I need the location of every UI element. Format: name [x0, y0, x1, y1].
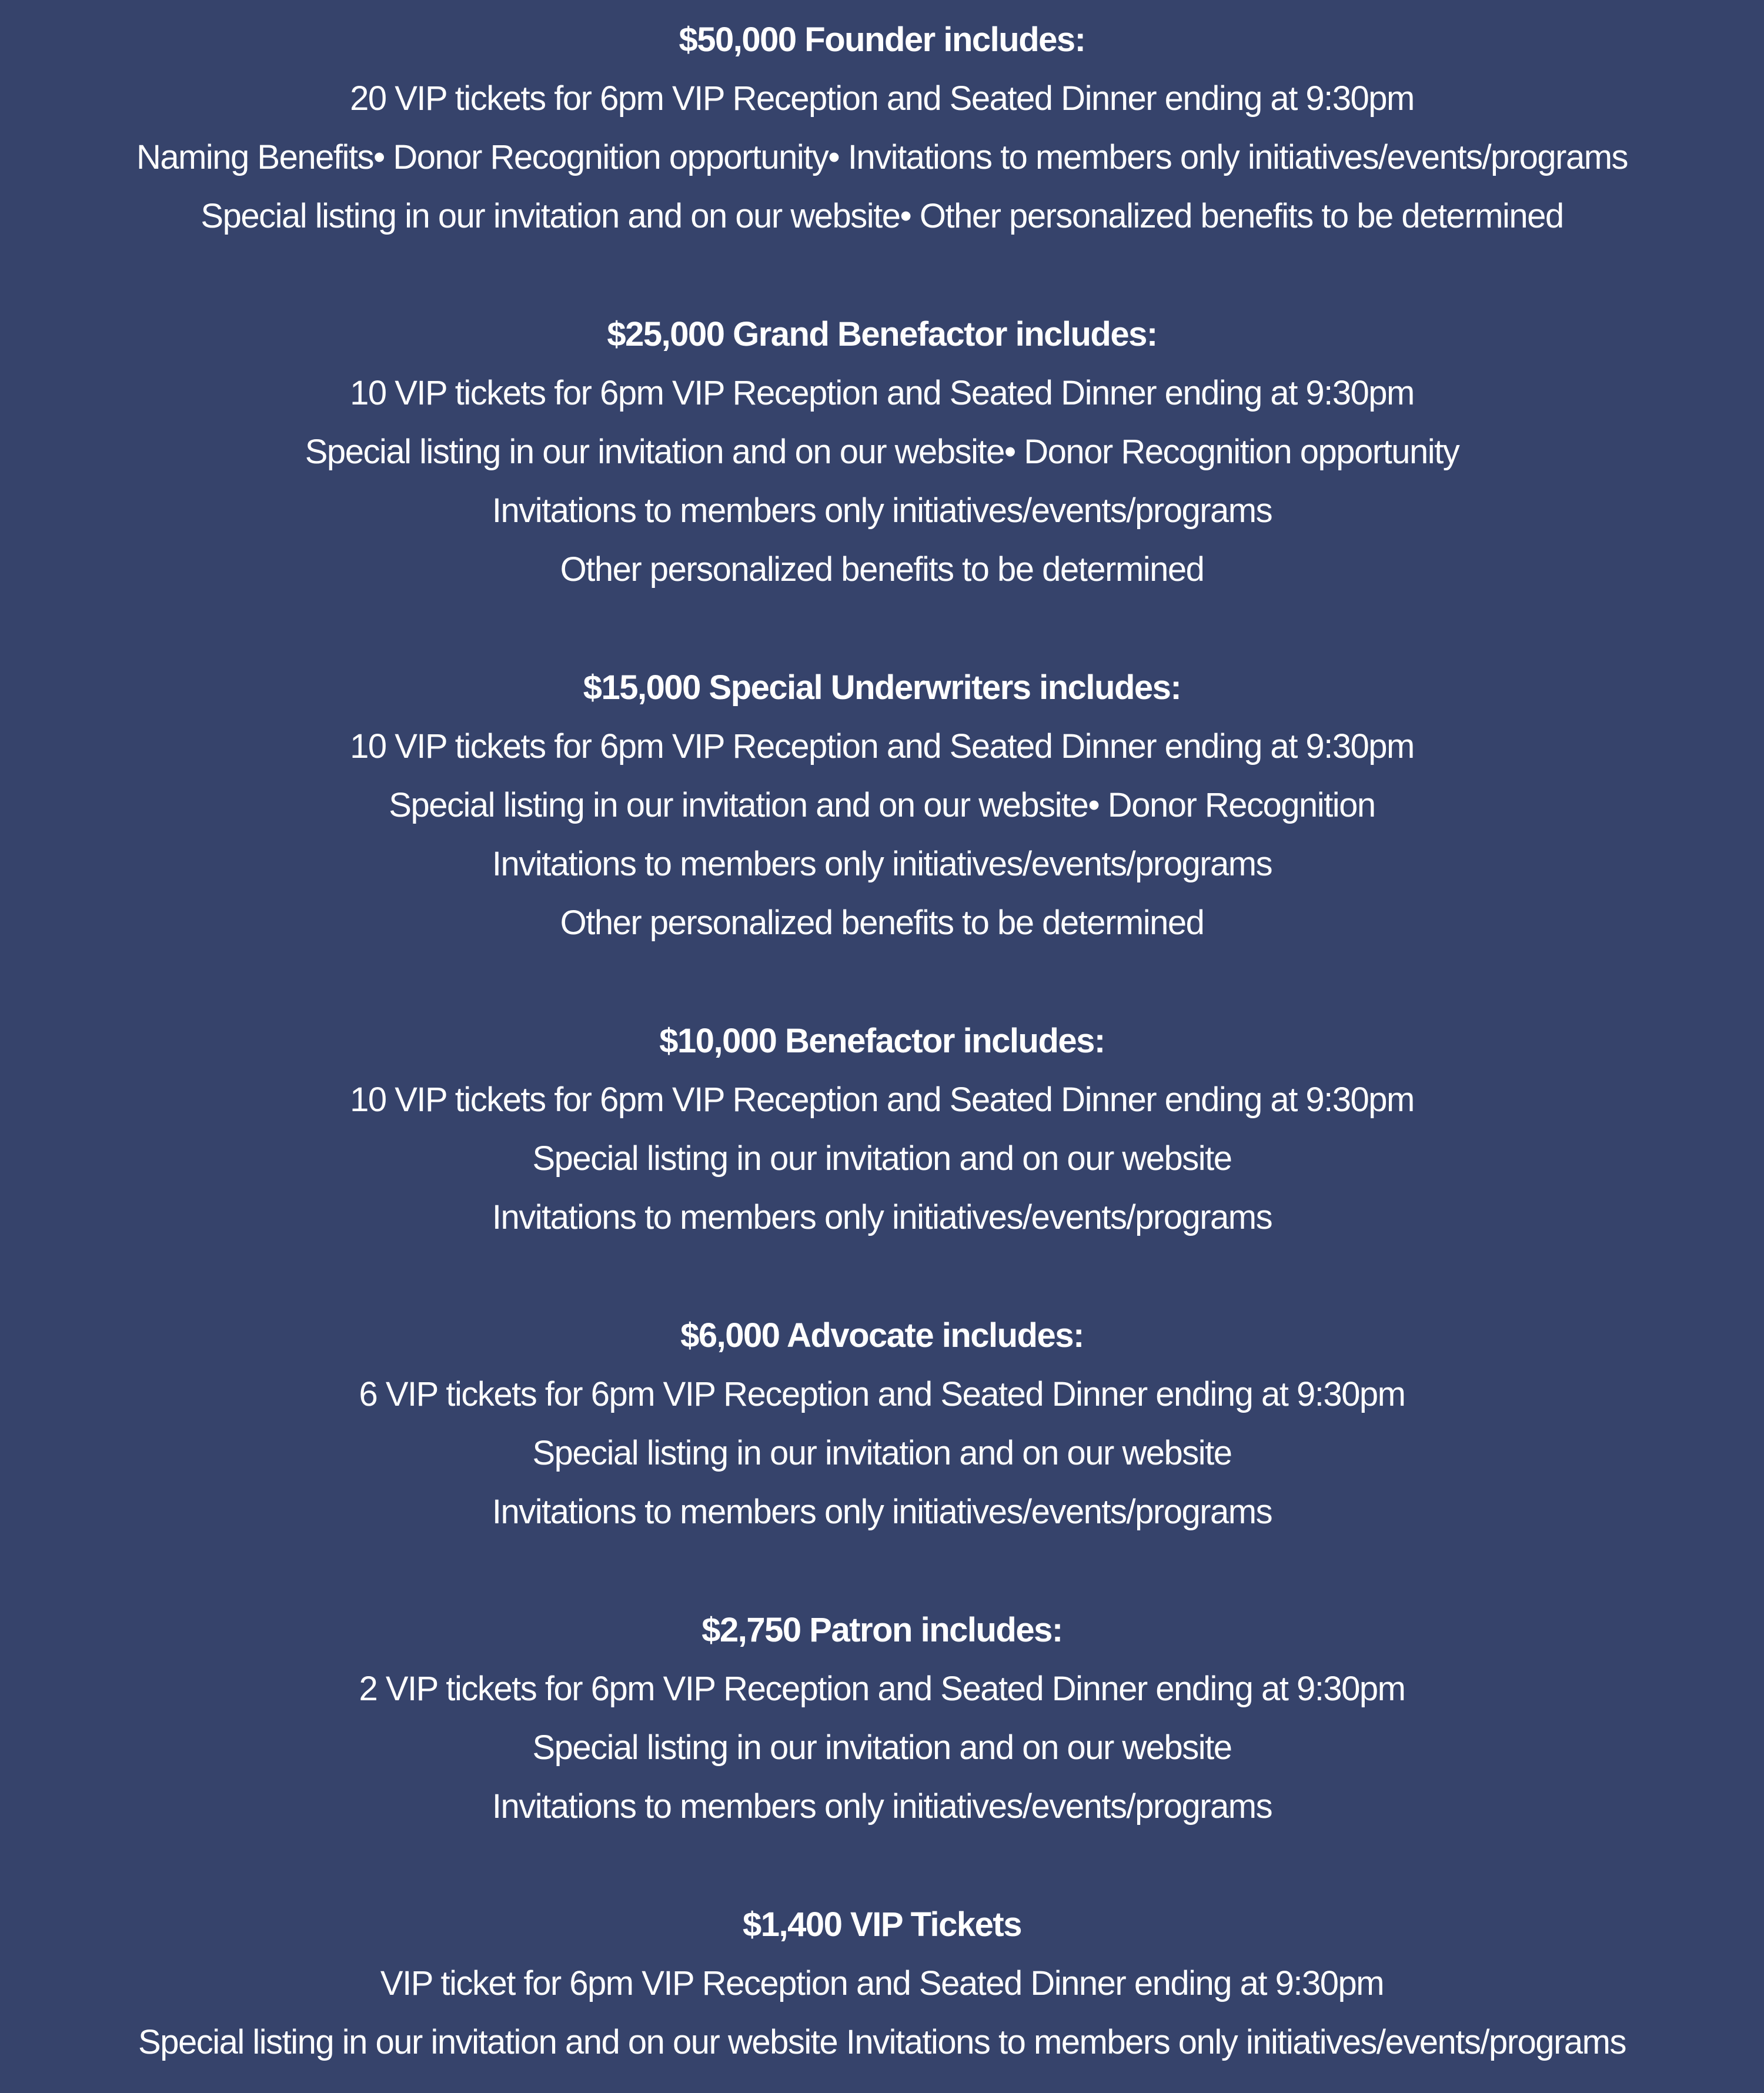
- tier-advocate: [0, 1306, 1764, 1542]
- benefit-line: Special listing in our invitation and on our website: [532, 1139, 1232, 1178]
- tier-patron: [0, 1601, 1764, 1836]
- tier-heading: $10,000 Benefactor includes:: [659, 1022, 1105, 1060]
- benefit-line: 2 VIP tickets for 6pm VIP Reception and Seated Dinner ending at 9:30pm: [359, 1670, 1405, 1708]
- benefit-line: Invitations to members only initiatives/events/programs: [492, 1198, 1272, 1236]
- tier-heading: $1,400 VIP Tickets: [743, 1905, 1021, 1944]
- tier-special-underwriters: [0, 658, 1764, 952]
- benefit-line: 10 VIP tickets for 6pm VIP Reception and Seated Dinner ending at 9:30pm: [350, 727, 1414, 765]
- benefit-line: Special listing in our invitation and on our website: [532, 1434, 1232, 1472]
- benefit-line: Special listing in our invitation and on our website: [532, 1728, 1232, 1767]
- tier-benefactor: [0, 1012, 1764, 1247]
- benefit-line: Naming Benefits• Donor Recognition opportunity• Invitations to members only initiatives/events/programs: [136, 138, 1628, 176]
- tier-heading: $25,000 Grand Benefactor includes:: [607, 315, 1157, 353]
- tier-heading: $6,000 Advocate includes:: [680, 1316, 1084, 1355]
- benefit-line: Invitations to members only initiatives/events/programs: [492, 1787, 1272, 1825]
- tier-vip-tickets: [0, 1895, 1764, 2072]
- benefit-line: 20 VIP tickets for 6pm VIP Reception and Seated Dinner ending at 9:30pm: [350, 79, 1414, 118]
- tier-heading: $50,000 Founder includes:: [679, 21, 1085, 59]
- benefit-line: Special listing in our invitation and on our website• Donor Recognition opportunity: [305, 433, 1459, 471]
- benefit-line: Other personalized benefits to be determined: [560, 550, 1204, 589]
- tier-heading: $15,000 Special Underwriters includes:: [583, 668, 1181, 707]
- benefit-line: 10 VIP tickets for 6pm VIP Reception and Seated Dinner ending at 9:30pm: [350, 374, 1414, 412]
- tier-heading: $2,750 Patron includes:: [701, 1611, 1063, 1649]
- benefit-line: Special listing in our invitation and on our website• Donor Recognition: [389, 786, 1375, 824]
- tier-grand-benefactor: [0, 305, 1764, 599]
- benefit-line: Invitations to members only initiatives/events/programs: [492, 492, 1272, 530]
- benefit-line: 6 VIP tickets for 6pm VIP Reception and Seated Dinner ending at 9:30pm: [359, 1375, 1405, 1413]
- benefit-line: 10 VIP tickets for 6pm VIP Reception and Seated Dinner ending at 9:30pm: [350, 1081, 1414, 1119]
- benefit-line: Other personalized benefits to be determined: [560, 904, 1204, 942]
- benefit-line: Invitations to members only initiatives/events/programs: [492, 1493, 1272, 1531]
- benefit-line: Invitations to members only initiatives/events/programs: [492, 845, 1272, 883]
- benefit-line: Special listing in our invitation and on our website Invitations to members only initiatives/events/programs: [138, 2023, 1626, 2061]
- benefit-line: Special listing in our invitation and on our website• Other personalized benefits to be determined: [201, 197, 1563, 235]
- benefit-line: VIP ticket for 6pm VIP Reception and Seated Dinner ending at 9:30pm: [380, 1964, 1384, 2002]
- tier-founder: [0, 11, 1764, 246]
